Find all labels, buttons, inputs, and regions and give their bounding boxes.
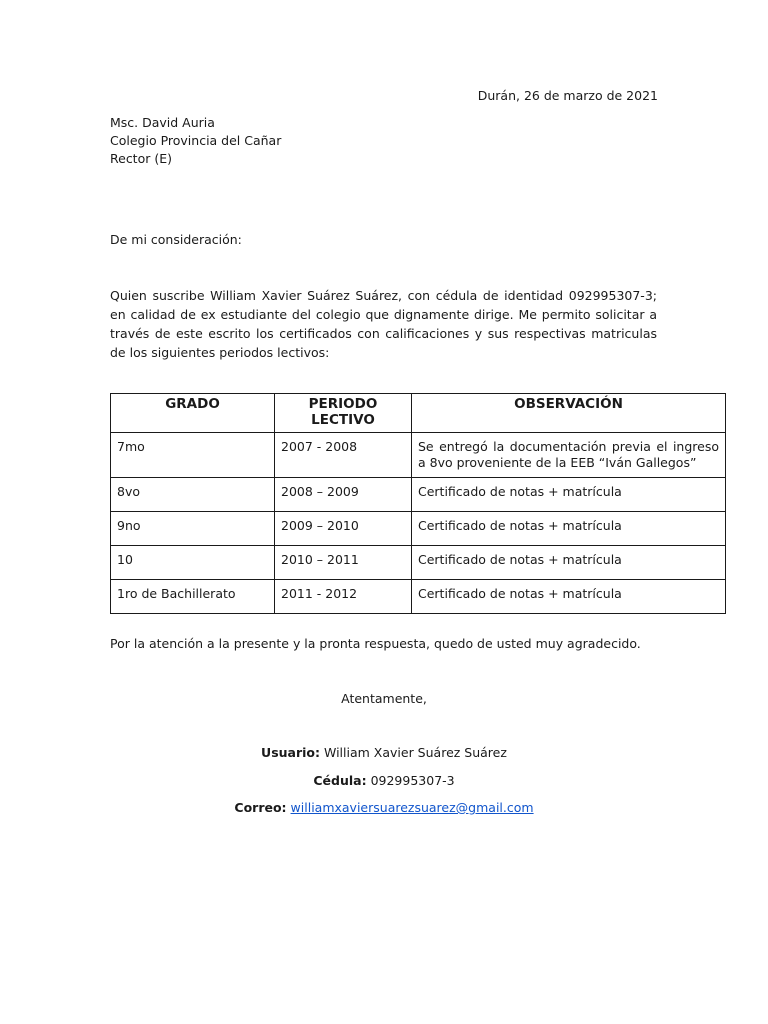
user-value: William Xavier Suárez Suárez [324, 745, 507, 760]
table-row [111, 512, 726, 546]
header-periodo: PERIODO LECTIVO [275, 394, 412, 433]
cell-observacion: Certificado de notas + matrícula [412, 512, 726, 546]
table-row [111, 580, 726, 614]
sign-off: Atentamente, [341, 691, 427, 706]
recipient-institution: Colegio Provincia del Cañar [110, 133, 282, 148]
id-label: Cédula: [313, 773, 367, 788]
table-row [111, 478, 726, 512]
salutation: De mi consideración: [110, 232, 242, 247]
header-grado: GRADO [111, 394, 275, 433]
header-observacion: OBSERVACIÓN [412, 394, 726, 433]
cell-grado: 9no [111, 512, 275, 546]
cell-periodo: 2011 - 2012 [275, 580, 412, 614]
closing-line: Por la atención a la presente y la pronta respuesta, quedo de usted muy agradecido. [110, 636, 641, 651]
body-paragraph: Quien suscribe William Xavier Suárez Suárez, con cédula de identidad 092995307-3; en calidad de ex estudiante del colegio que dignamente dirige. Me permito solicitar a través de este escrito los certificados con calificaciones y sus respectivas matriculas de los siguientes periodos lectivos: [110, 288, 657, 360]
cell-periodo: 2010 – 2011 [275, 546, 412, 580]
table-header-row [111, 394, 726, 433]
signature-email [0, 800, 768, 815]
table-row [111, 546, 726, 580]
cell-grado: 1ro de Bachillerato [111, 580, 275, 614]
email-link[interactable]: williamxaviersuarezsuarez@gmail.com [290, 800, 534, 815]
cell-observacion: Certificado de notas + matrícula [412, 546, 726, 580]
cell-observacion: Certificado de notas + matrícula [412, 580, 726, 614]
signature-user [0, 745, 768, 760]
periods-table [110, 393, 726, 614]
recipient-position: Rector (E) [110, 151, 172, 166]
cell-observacion: Se entregó la documentación previa el ingreso a 8vo proveniente de la EEB “Iván Gallegos” [412, 433, 726, 478]
id-value: 092995307-3 [370, 773, 455, 788]
recipient-name: Msc. David Auria [110, 115, 215, 130]
letter-date: Durán, 26 de marzo de 2021 [477, 88, 658, 103]
signature-id [0, 773, 768, 788]
cell-periodo: 2009 – 2010 [275, 512, 412, 546]
email-label: Correo: [234, 800, 287, 815]
cell-grado: 8vo [111, 478, 275, 512]
cell-grado: 7mo [111, 433, 275, 478]
cell-observacion: Certificado de notas + matrícula [412, 478, 726, 512]
table-row [111, 433, 726, 478]
cell-periodo: 2007 - 2008 [275, 433, 412, 478]
user-label: Usuario: [261, 745, 321, 760]
cell-grado: 10 [111, 546, 275, 580]
recipient-block [110, 114, 281, 168]
cell-periodo: 2008 – 2009 [275, 478, 412, 512]
